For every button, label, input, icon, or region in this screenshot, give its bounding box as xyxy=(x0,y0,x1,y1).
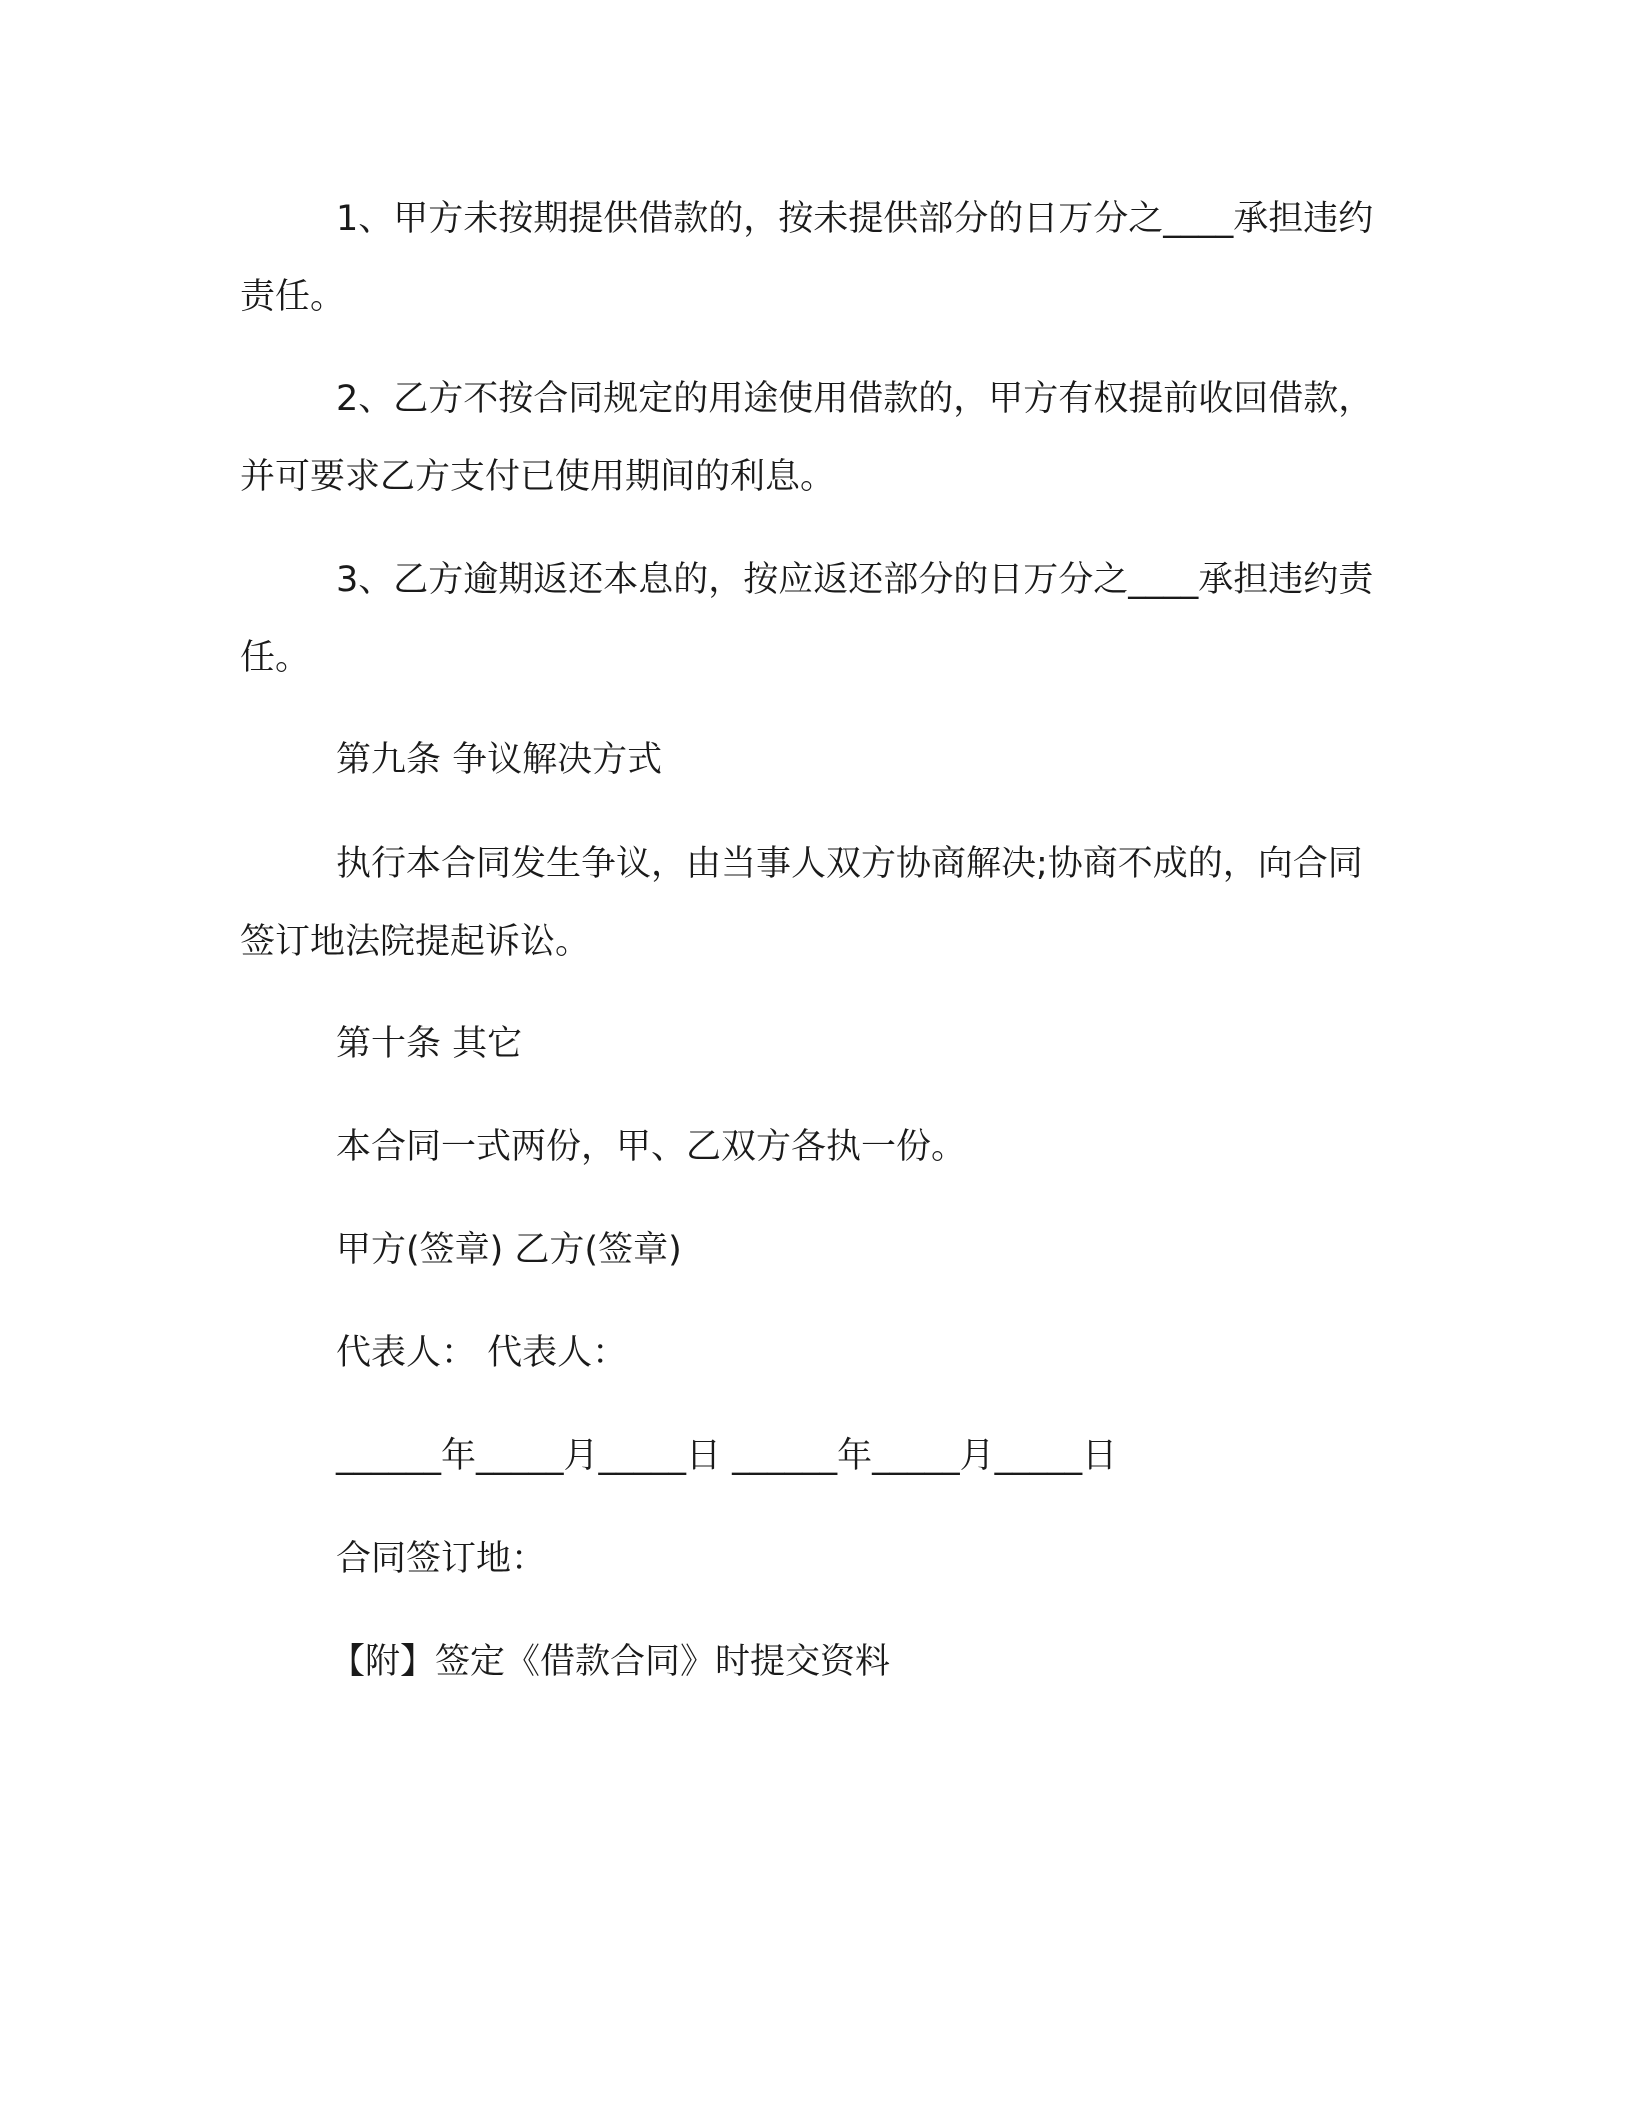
signature-representatives: 代表人： 代表人： xyxy=(336,1333,628,1373)
clause8-item3: 3、乙方逾期返还本息的，按应返还部分的日万分之____承担违约责任。 xyxy=(240,560,1374,678)
clause9-text: 执行本合同发生争议，由当事人双方协商解决;协商不成的，向合同签订地法院提起诉讼。 xyxy=(240,844,1363,962)
appendix-title: 【附】签定《借款合同》时提交资料 xyxy=(330,1642,891,1682)
signature-parties: 甲方(签章) 乙方(签章) xyxy=(336,1230,682,1270)
clause10-heading: 第十条 其它 xyxy=(336,1024,523,1064)
clause8-item2: 2、乙方不按合同规定的用途使用借款的，甲方有权提前收回借款，并可要求乙方支付已使用期间的利息。 xyxy=(240,379,1374,497)
signature-place: 合同签订地： xyxy=(336,1539,547,1579)
signature-dates: ______年_____月_____日 ______年_____月_____日 xyxy=(336,1436,1118,1476)
clause9-heading: 第九条 争议解决方式 xyxy=(336,740,663,780)
clause10-text: 本合同一式两份，甲、乙双方各执一份。 xyxy=(336,1127,967,1167)
clause8-item1: 1、甲方未按期提供借款的，按未提供部分的日万分之____承担违约责任。 xyxy=(240,199,1374,317)
